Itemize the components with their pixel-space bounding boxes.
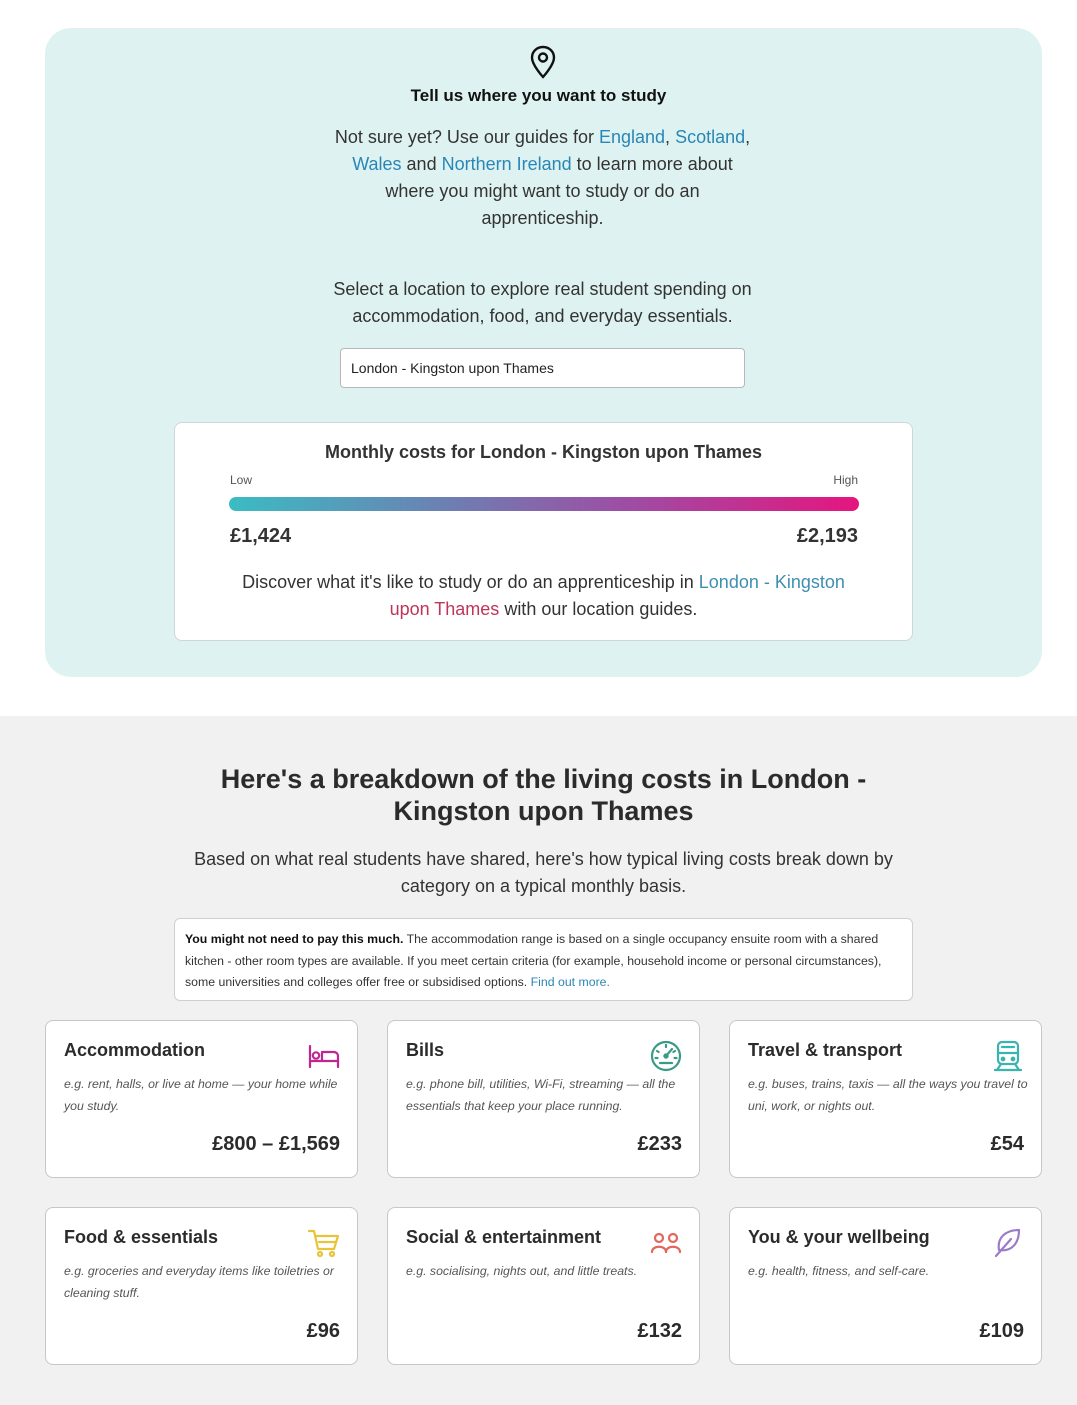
notice-text: The accommodation range is based on a single occupancy ensuite room with a shared kitchen - other room types are available. If you meet certain criteria (for example, household income or personal circumstances), some universities and colleges offer free or subsidised options. — [185, 932, 882, 989]
card-travel — [729, 1020, 1042, 1178]
leaf-icon — [991, 1226, 1025, 1260]
panel-title: Tell us where you want to study — [410, 86, 667, 105]
high-cost-value: £2,193 — [796, 525, 858, 547]
monthly-costs-card — [174, 422, 913, 641]
card-value: £54 — [990, 1133, 1024, 1155]
card-description: e.g. socialising, nights out, and little treats. — [406, 1264, 638, 1278]
link-wales[interactable]: Wales — [352, 154, 402, 174]
gauge-icon — [649, 1039, 683, 1073]
people-icon — [649, 1226, 683, 1260]
card-food — [45, 1207, 358, 1365]
high-label: High — [833, 473, 858, 487]
find-out-more-link[interactable]: Find out more. — [530, 975, 610, 989]
intro-text — [330, 124, 755, 232]
location-pin-icon — [529, 45, 557, 79]
card-accommodation — [45, 1020, 358, 1178]
intro-comma: , — [745, 127, 751, 147]
card-description: e.g. rent, halls, or live at home — your home while you study. — [64, 1077, 338, 1113]
card-social — [387, 1207, 700, 1365]
card-description: e.g. buses, trains, taxis — all the ways you travel to uni, work, or nights out. — [748, 1077, 1028, 1113]
monthly-costs-title: Monthly costs for London - Kingston upon Thames — [325, 442, 762, 462]
low-cost-value: £1,424 — [230, 525, 292, 547]
breakdown-subtitle: Based on what real students have shared, here's how typical living costs break down by category on a typical monthly basis. — [194, 849, 893, 896]
card-title: Food & essentials — [64, 1227, 219, 1247]
intro-and: and — [401, 154, 442, 174]
card-value: £800 – £1,569 — [212, 1133, 340, 1155]
discover-prefix: Discover what it's like to study or do an apprenticeship in — [242, 572, 699, 592]
select-location-note: Select a location to explore real student spending on accommodation, food, and everyday essentials. — [333, 279, 752, 326]
location-select[interactable]: London - Kingston upon Thames — [340, 348, 745, 388]
card-description: e.g. phone bill, utilities, Wi-Fi, streaming — all the essentials that keep your place running. — [406, 1077, 676, 1113]
cost-notice — [174, 918, 913, 1001]
card-value: £109 — [979, 1320, 1024, 1342]
discover-text — [215, 569, 872, 623]
breakdown-title: Here's a breakdown of the living costs in London - Kingston upon Thames — [220, 764, 867, 826]
cost-range-bar — [229, 497, 859, 511]
card-title: You & your wellbeing — [748, 1227, 930, 1247]
card-title: Travel & transport — [748, 1040, 903, 1060]
low-label: Low — [230, 473, 253, 487]
intro-suffix: to learn more about where you might want to study or do an apprenticeship. — [385, 154, 733, 228]
link-england[interactable]: England — [598, 127, 666, 147]
card-value: £96 — [306, 1320, 340, 1342]
bed-icon — [307, 1039, 341, 1073]
intro-comma: , — [665, 127, 676, 147]
train-icon — [991, 1039, 1025, 1073]
link-scotland[interactable]: Scotland — [675, 127, 746, 147]
card-value: £132 — [637, 1320, 682, 1342]
card-wellbeing — [729, 1207, 1042, 1365]
shopping-cart-icon — [307, 1226, 341, 1260]
card-title: Bills — [406, 1040, 445, 1060]
card-title: Accommodation — [64, 1040, 206, 1060]
card-description: e.g. health, fitness, and self-care. — [748, 1264, 930, 1278]
card-description: e.g. groceries and everyday items like toiletries or cleaning stuff. — [64, 1264, 334, 1300]
location-guide-link[interactable]: London - Kingston — [698, 572, 845, 592]
link-northern-ireland[interactable]: Northern Ireland — [441, 154, 572, 174]
card-bills — [387, 1020, 700, 1178]
card-title: Social & entertainment — [406, 1227, 602, 1247]
intro-prefix: Not sure yet? Use our guides for — [334, 127, 599, 147]
notice-bold: You might not need to pay this much. — [185, 932, 404, 946]
discover-suffix: with our location guides. — [499, 599, 698, 619]
breakdown-section — [0, 716, 1077, 1405]
card-value: £233 — [637, 1133, 682, 1155]
location-guide-link[interactable]: upon Thames — [389, 599, 500, 619]
